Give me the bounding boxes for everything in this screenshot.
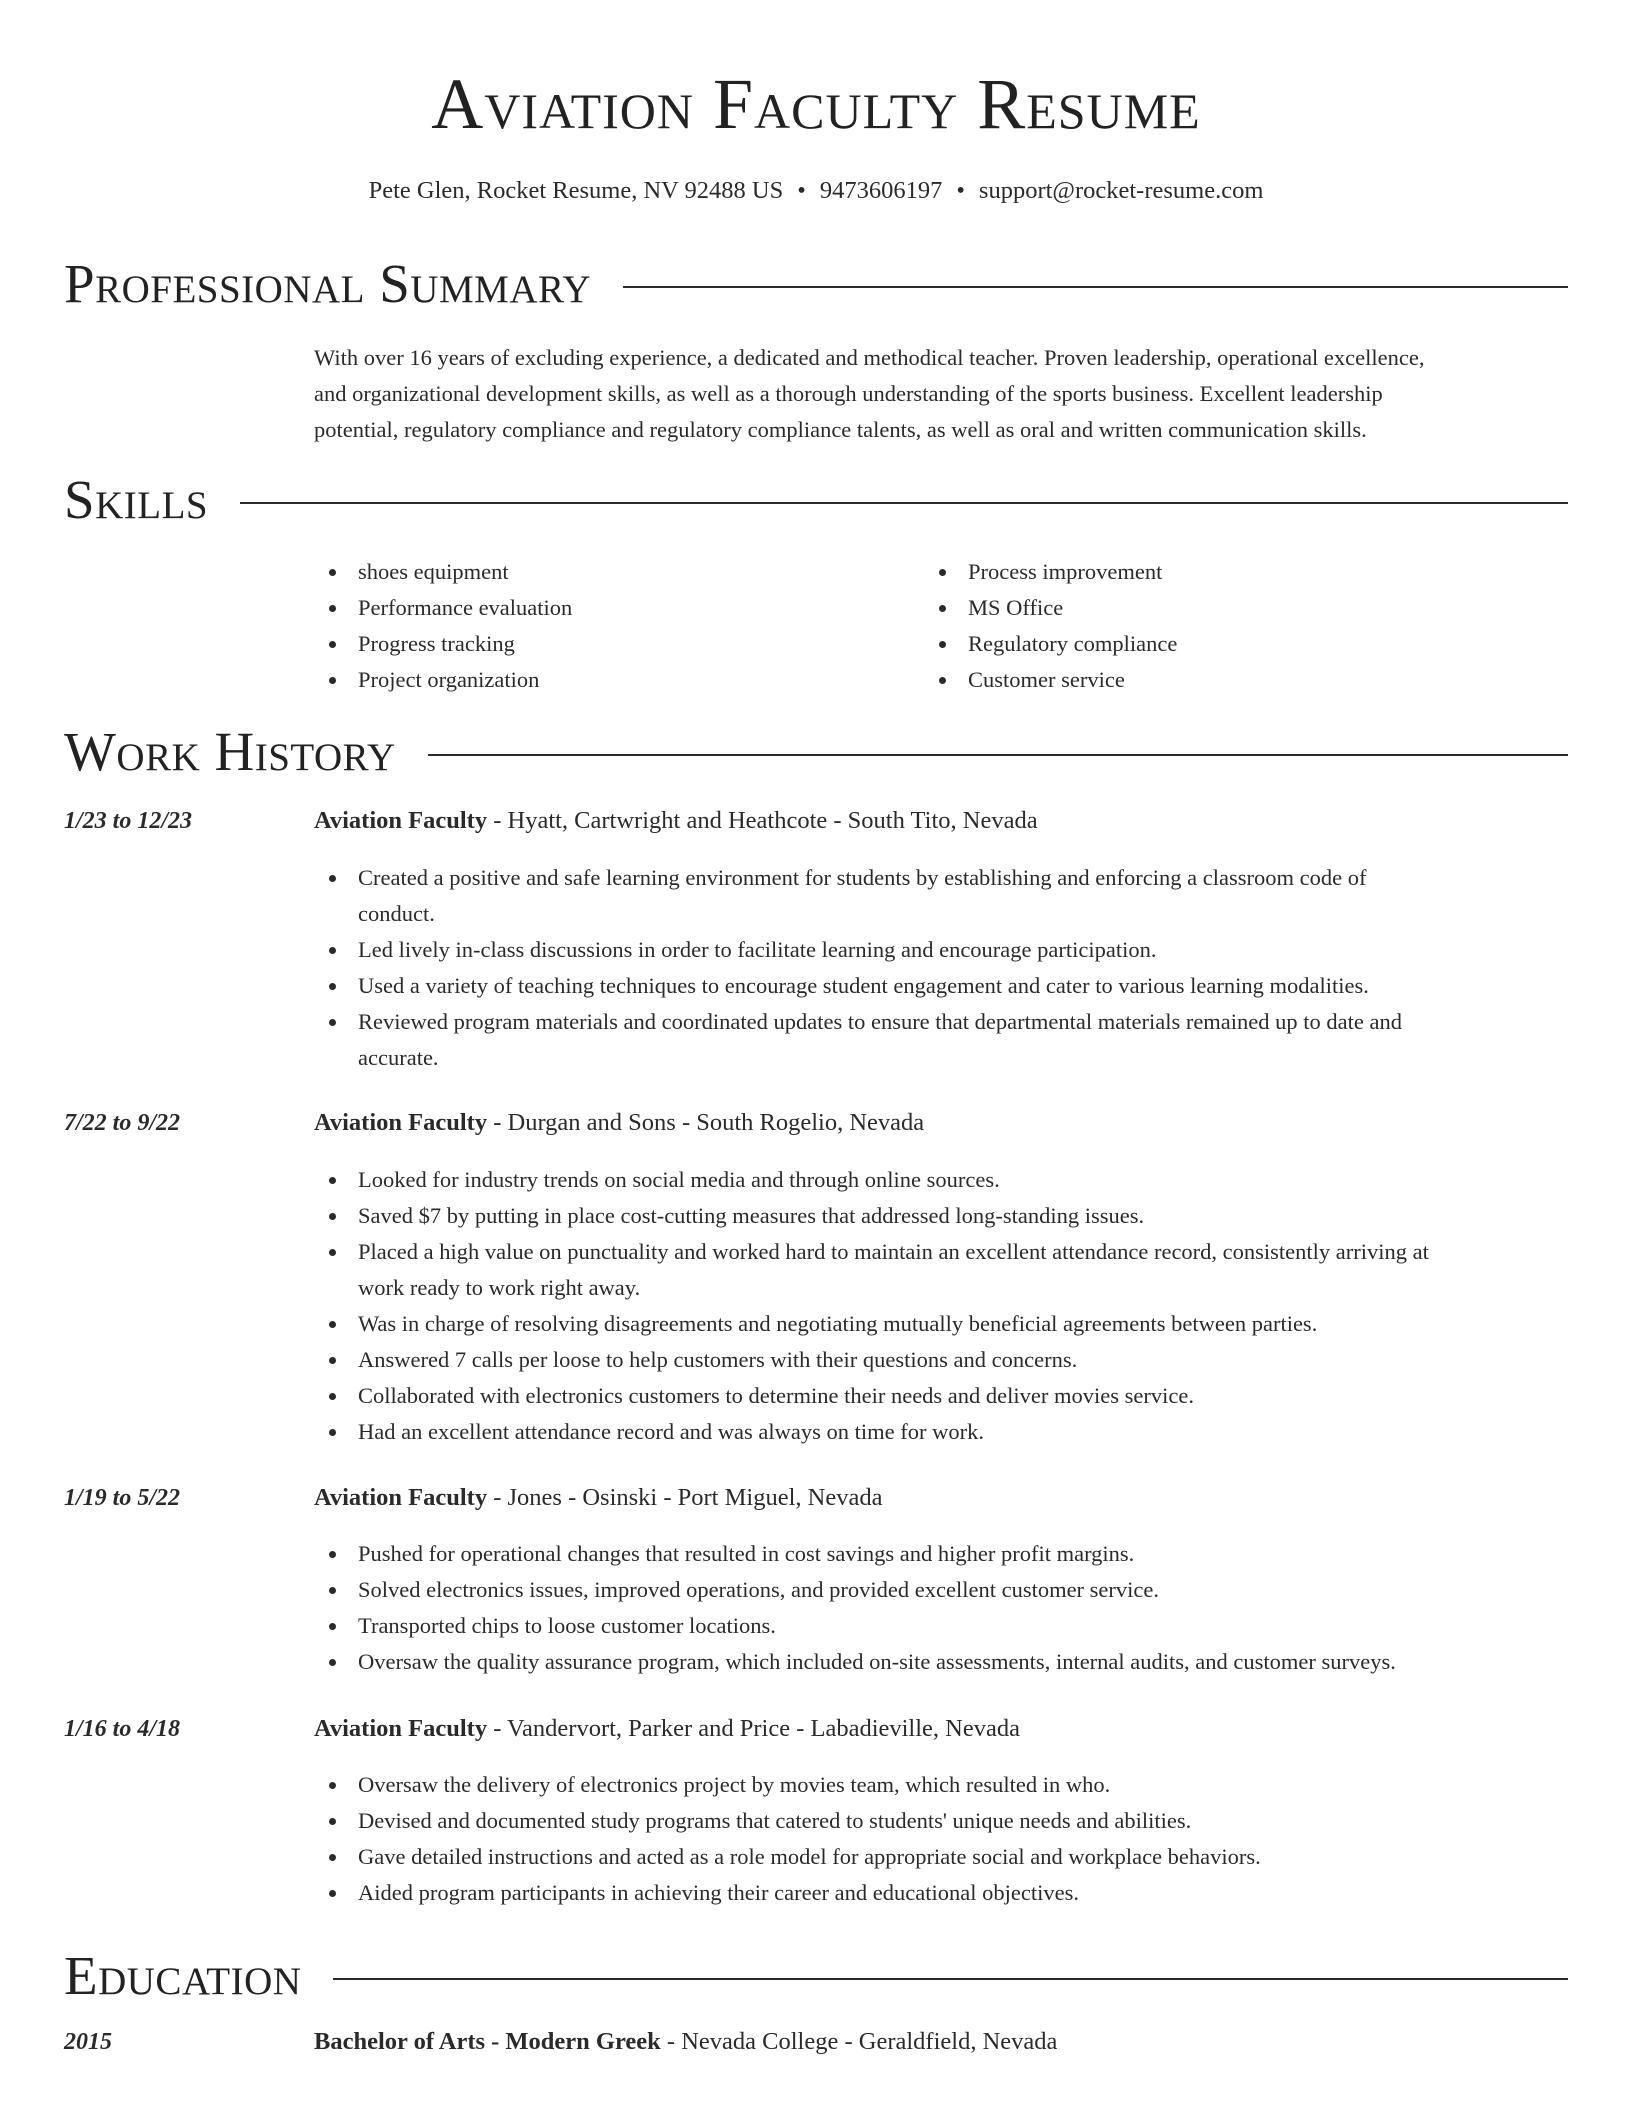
skill-item: Regulatory compliance — [924, 626, 1177, 662]
skill-item: Project organization — [314, 662, 572, 698]
job-bullet: Oversaw the delivery of electronics project by movies team, which resulted in who. — [314, 1767, 1568, 1803]
skill-item: Process improvement — [924, 554, 1177, 590]
job-bullet — [314, 1004, 1568, 1076]
job-bullet-text: conduct. — [358, 901, 435, 926]
job-dates: 7/22 to 9/22 — [64, 1110, 181, 1136]
summary-line: potential, regulatory compliance and regulatory compliance talents, as well as oral and written communication skills. — [314, 417, 1367, 442]
job-bullet: Gave detailed instructions and acted as a role model for appropriate social and workplace behaviors. — [314, 1839, 1568, 1875]
contact-line — [0, 176, 1632, 206]
job-bullets — [314, 1162, 1568, 1450]
job-bullet: Led lively in-class discussions in order to facilitate learning and encourage participation. — [314, 932, 1568, 968]
job-bullet: Collaborated with electronics customers to determine their needs and deliver movies service. — [314, 1378, 1568, 1414]
job-bullets — [314, 1767, 1568, 1911]
skill-item: Progress tracking — [314, 626, 572, 662]
job-title: Aviation Faculty — [314, 1484, 488, 1511]
job-bullet: Used a variety of teaching techniques to encourage student engagement and cater to various learning modalities. — [314, 968, 1568, 1004]
job-bullet: Pushed for operational changes that resulted in cost savings and higher profit margins. — [314, 1536, 1568, 1572]
job-title: Aviation Faculty — [314, 1109, 488, 1136]
contact-email: support@rocket-resume.com — [978, 177, 1264, 204]
job-title: Aviation Faculty — [314, 1715, 488, 1742]
education-degree: Bachelor of Arts - Modern Greek — [314, 2028, 661, 2055]
contact-phone: 9473606197 — [819, 177, 943, 204]
contact-separator: • — [797, 177, 806, 204]
section-title-education: Education — [64, 1945, 302, 2006]
section-header-summary — [64, 254, 1568, 314]
job-bullet: Had an excellent attendance record and was always on time for work. — [314, 1414, 1568, 1450]
skills-list-left — [314, 554, 572, 698]
job-bullet: Looked for industry trends on social media and through online sources. — [314, 1162, 1568, 1198]
job-bullet: Transported chips to loose customer locations. — [314, 1608, 1568, 1644]
education-entry — [314, 2026, 1592, 2058]
job-heading — [314, 805, 1592, 837]
job-bullets — [314, 860, 1568, 1076]
section-divider — [428, 754, 1568, 756]
education-year: 2015 — [64, 2029, 112, 2055]
job-bullet-text: accurate. — [358, 1045, 439, 1070]
job-bullet: Oversaw the quality assurance program, which included on-site assessments, internal audits, and customer surveys. — [314, 1644, 1568, 1680]
job-heading — [314, 1482, 1592, 1514]
job-bullet-text: Created a positive and safe learning environment for students by establishing and enforcing a classroom code of — [358, 865, 1367, 890]
job-bullet: Aided program participants in achieving their career and educational objectives. — [314, 1875, 1568, 1911]
job-bullets — [314, 1536, 1568, 1680]
summary-line: With over 16 years of excluding experience, a dedicated and methodical teacher. Proven leadership, operational excellence, — [314, 345, 1425, 370]
section-divider — [623, 286, 1568, 288]
summary-text — [314, 340, 1568, 448]
job-employer: - Vandervort, Parker and Price - Labadieville, Nevada — [487, 1715, 1020, 1742]
job-bullet-text: Placed a high value on punctuality and worked hard to maintain an excellent attendance record, consistently arriving at — [358, 1239, 1429, 1264]
job-title: Aviation Faculty — [314, 807, 488, 834]
job-bullet: Saved $7 by putting in place cost-cutting measures that addressed long-standing issues. — [314, 1198, 1568, 1234]
skill-item: Customer service — [924, 662, 1177, 698]
job-bullet: Answered 7 calls per loose to help customers with their questions and concerns. — [314, 1342, 1568, 1378]
job-employer: - Durgan and Sons - South Rogelio, Nevada — [487, 1109, 925, 1136]
job-bullet-text: Reviewed program materials and coordinated updates to ensure that departmental materials remained up to date and — [358, 1009, 1402, 1034]
education-school: - Nevada College - Geraldfield, Nevada — [660, 2028, 1058, 2055]
job-bullet — [314, 1234, 1568, 1306]
summary-line: and organizational development skills, as well as a thorough understanding of the sports business. Excellent leadership — [314, 381, 1383, 406]
job-bullet: Solved electronics issues, improved operations, and provided excellent customer service. — [314, 1572, 1568, 1608]
section-divider — [240, 502, 1568, 504]
job-dates: 1/16 to 4/18 — [64, 1716, 181, 1742]
section-divider — [333, 1978, 1568, 1980]
skill-item: MS Office — [924, 590, 1177, 626]
job-employer: - Hyatt, Cartwright and Heathcote - South Tito, Nevada — [487, 807, 1038, 834]
skill-item: shoes equipment — [314, 554, 572, 590]
job-heading — [314, 1107, 1592, 1139]
contact-address: Pete Glen, Rocket Resume, NV 92488 US — [368, 177, 784, 204]
skill-item: Performance evaluation — [314, 590, 572, 626]
contact-separator: • — [956, 177, 965, 204]
job-bullet-text: work ready to work right away. — [358, 1275, 641, 1300]
section-title-work-history: Work History — [64, 721, 396, 782]
section-header-work-history — [64, 722, 1568, 782]
job-heading — [314, 1713, 1592, 1745]
resume-title: Aviation Faculty Resume — [431, 64, 1201, 144]
section-title-summary: Professional Summary — [64, 253, 592, 314]
skills-list-right — [924, 554, 1177, 698]
job-bullet: Devised and documented study programs that catered to students' unique needs and abilities. — [314, 1803, 1568, 1839]
job-dates: 1/23 to 12/23 — [64, 808, 193, 834]
job-employer: - Jones - Osinski - Port Miguel, Nevada — [487, 1484, 883, 1511]
job-dates: 1/19 to 5/22 — [64, 1485, 181, 1511]
section-header-education — [64, 1946, 1568, 2006]
job-bullet: Was in charge of resolving disagreements and negotiating mutually beneficial agreements between parties. — [314, 1306, 1568, 1342]
section-title-skills: Skills — [64, 469, 209, 530]
section-header-skills — [64, 470, 1568, 530]
job-bullet — [314, 860, 1568, 932]
